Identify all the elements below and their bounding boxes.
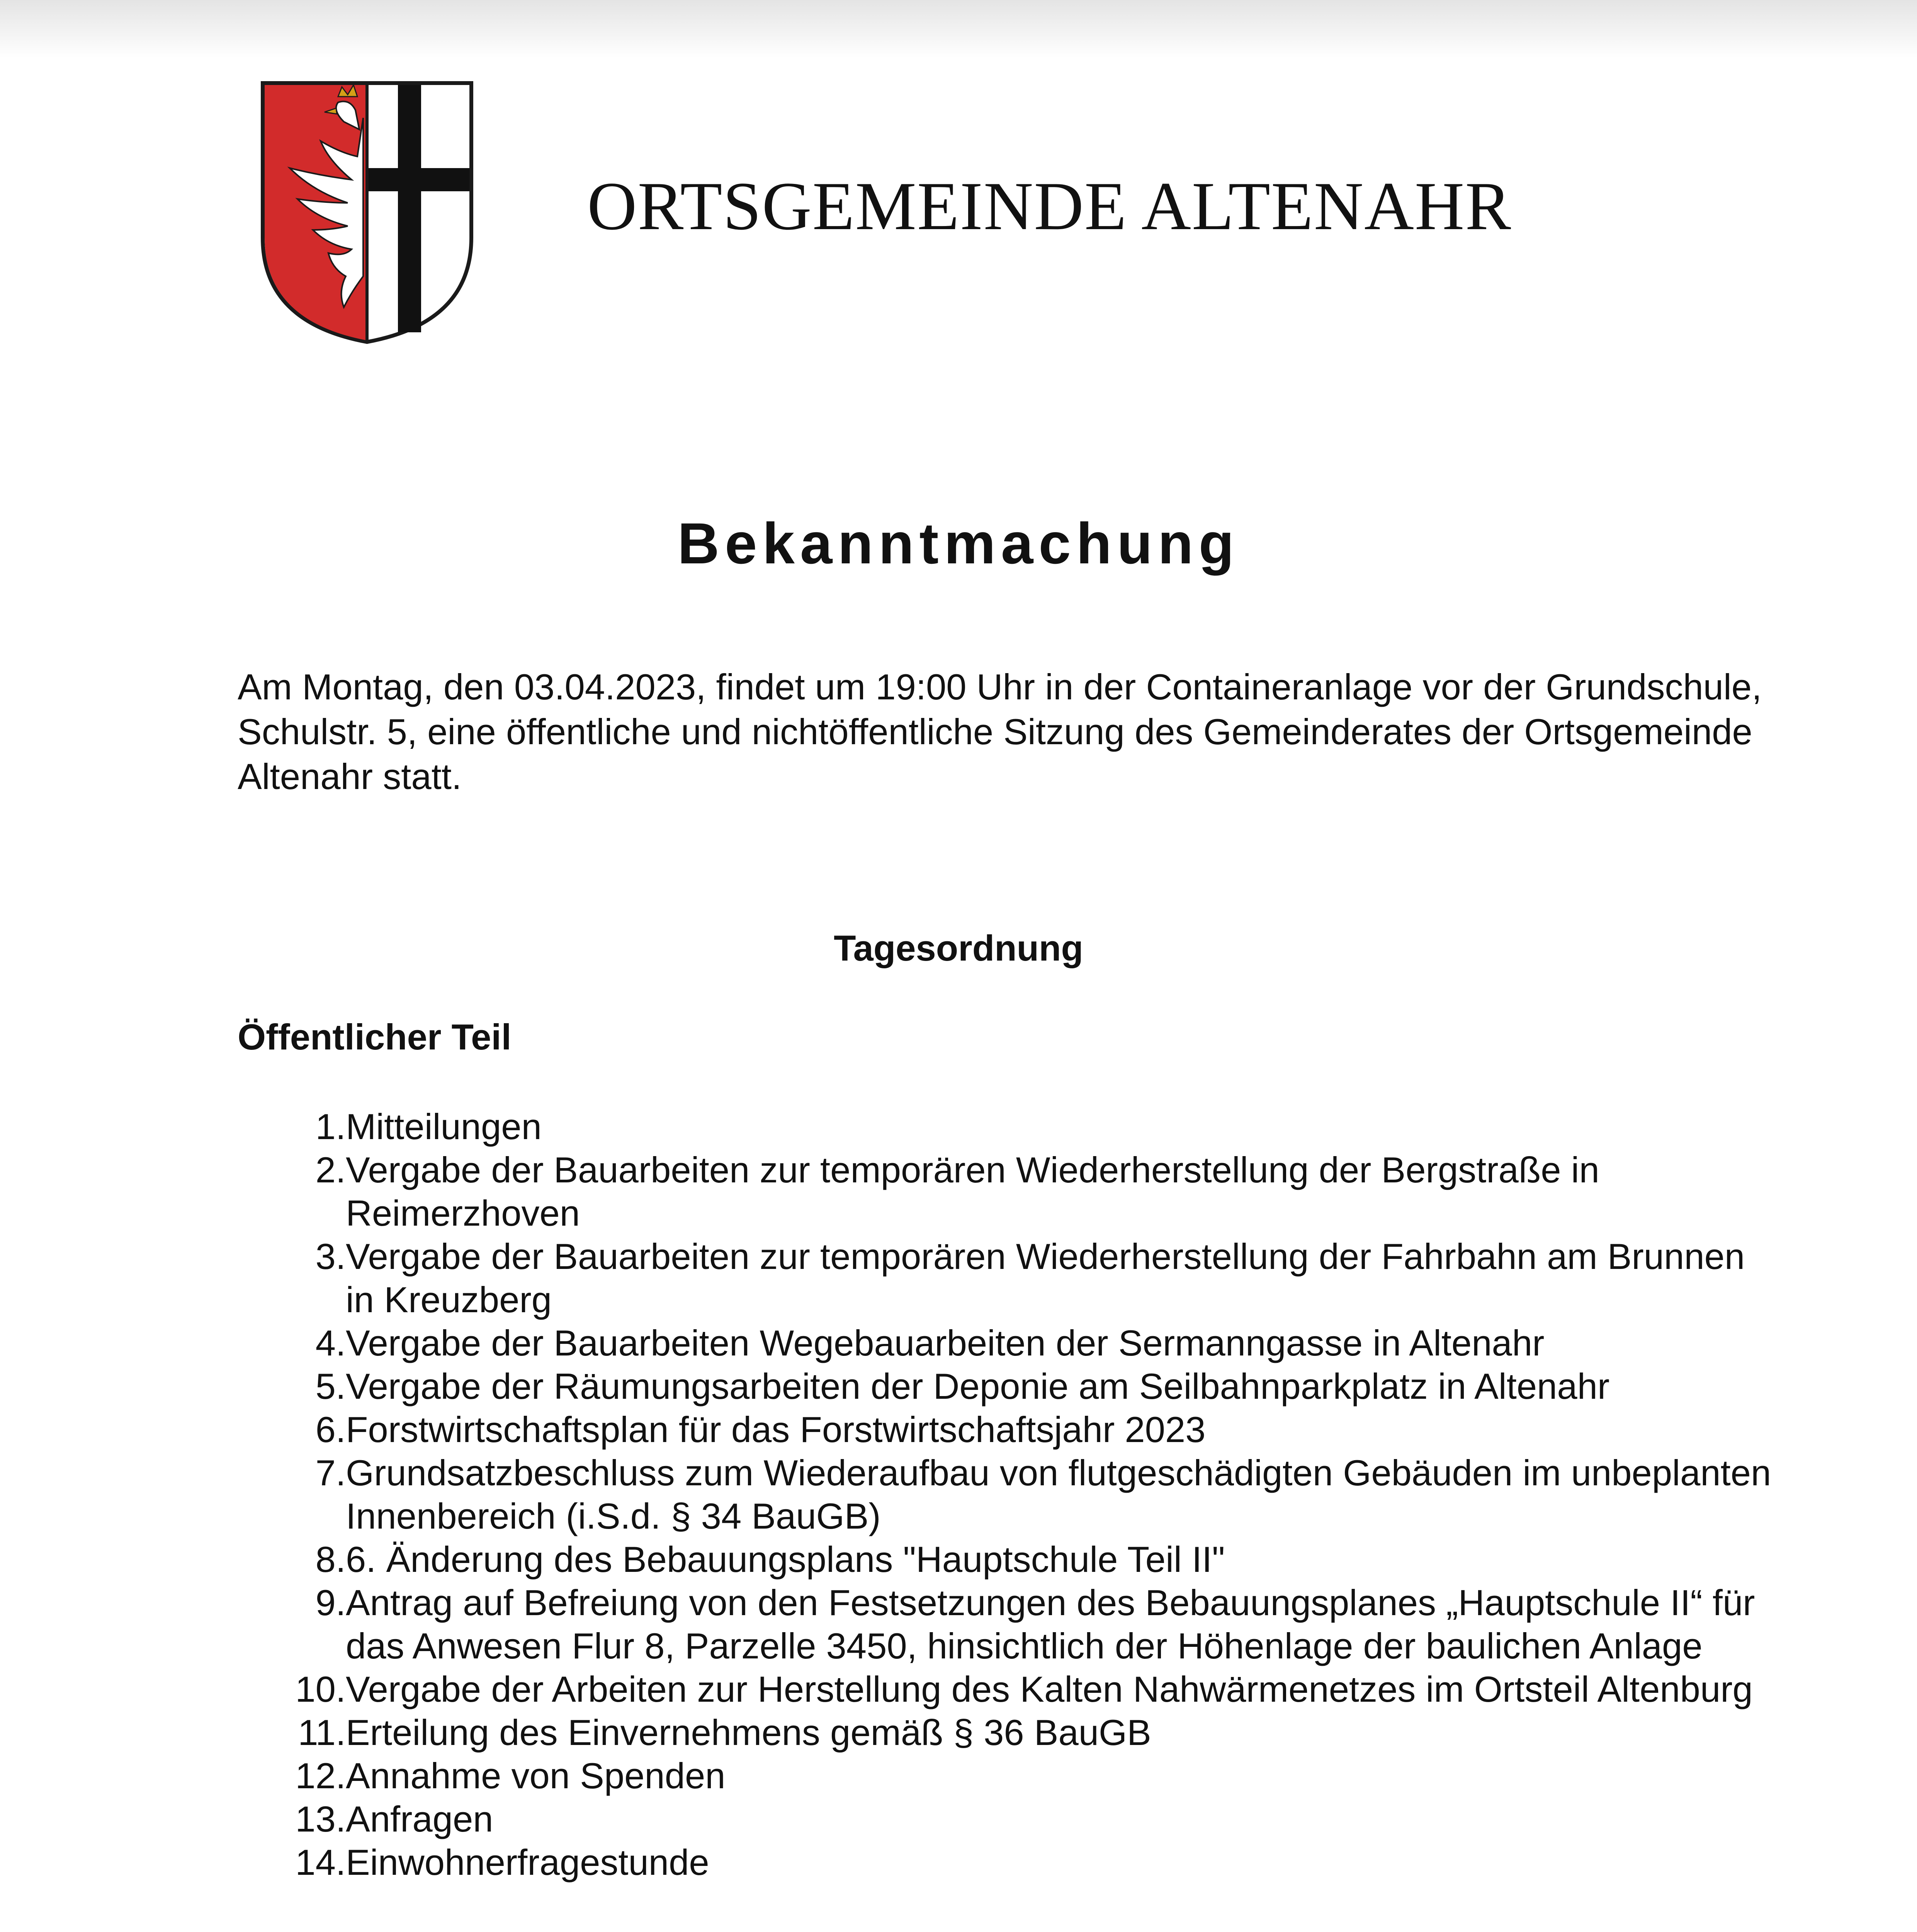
agenda-item-number: 3. — [315, 1236, 346, 1277]
agenda-item-number: 10. — [295, 1669, 346, 1709]
agenda-title: Tagesordnung — [834, 928, 1083, 968]
agenda-item-text: Vergabe der Bauarbeiten zur temporären Wiederherstellung der Bergstraße in Reimerzhoven — [346, 1150, 1599, 1233]
intro-paragraph: Am Montag, den 03.04.2023, findet um 19:00 Uhr in der Containeranlage vor der Grundschule, Schulstr. 5, eine öffentliche und nichtöffentliche Sitzung des Gemeinderates der Ortsgemeinde Altenahr statt. — [238, 667, 1762, 797]
agenda-item — [238, 1798, 1783, 1841]
agenda-item-number: 11. — [298, 1712, 346, 1753]
agenda-item-text: Annahme von Spenden — [346, 1755, 726, 1796]
agenda-item-number: 1. — [315, 1106, 346, 1147]
agenda-item-text: Vergabe der Arbeiten zur Herstellung des Kalten Nahwärmenetzes im Ortsteil Altenburg — [346, 1669, 1753, 1709]
agenda-item-number: 7. — [315, 1452, 346, 1493]
agenda-item-text: Grundsatzbeschluss zum Wiederaufbau von flutgeschädigten Gebäuden im unbeplanten Innenbereich (i.S.d. § 34 BauGB) — [346, 1452, 1771, 1536]
agenda-item-number: 6. — [315, 1409, 346, 1450]
org-title: ORTSGEMEINDE ALTENAHR — [587, 168, 1512, 244]
agenda-item — [238, 1451, 1783, 1538]
agenda-item — [238, 1235, 1783, 1321]
agenda-item-text: Erteilung des Einvernehmens gemäß § 36 BauGB — [346, 1712, 1151, 1753]
agenda-item-number: 4. — [315, 1323, 346, 1363]
document-title: Bekanntmachung — [677, 511, 1240, 576]
agenda-item-number: 8. — [315, 1539, 346, 1580]
agenda-item-text: Vergabe der Bauarbeiten Wegebauarbeiten der Sermanngasse in Altenahr — [346, 1323, 1545, 1363]
public-agenda-list — [238, 1105, 1783, 1884]
agenda-item-text: Einwohnerfragestunde — [346, 1842, 709, 1883]
scan-edge-shadow — [0, 0, 1917, 58]
agenda-item — [238, 1754, 1783, 1798]
agenda-item-text: Anfragen — [346, 1799, 493, 1839]
agenda-item-number: 14. — [295, 1842, 346, 1883]
agenda-item — [238, 1538, 1783, 1581]
agenda-item-number: 13. — [295, 1799, 346, 1839]
agenda-item-number: 9. — [315, 1582, 346, 1623]
agenda-item — [238, 1841, 1783, 1884]
agenda-item-text: 6. Änderung des Bebauungsplans "Hauptschule Teil II" — [346, 1539, 1225, 1580]
agenda-item — [238, 1365, 1783, 1408]
agenda-item-text: Vergabe der Bauarbeiten zur temporären Wiederherstellung der Fahrbahn am Brunnen in Kreuzberg — [346, 1236, 1745, 1320]
agenda-item — [238, 1711, 1783, 1754]
agenda-item-text: Vergabe der Räumungsarbeiten der Deponie am Seilbahnparkplatz in Altenahr — [346, 1366, 1610, 1406]
public-part-heading: Öffentlicher Teil — [238, 1017, 512, 1057]
coat-of-arms-icon — [255, 75, 479, 346]
agenda-item-text: Forstwirtschaftsplan für das Forstwirtschaftsjahr 2023 — [346, 1409, 1206, 1450]
agenda-item — [238, 1581, 1783, 1668]
agenda-item — [238, 1105, 1783, 1148]
agenda-item — [238, 1408, 1783, 1451]
agenda-item-number: 12. — [295, 1755, 346, 1796]
agenda-item-text: Antrag auf Befreiung von den Festsetzungen des Bebauungsplanes „Hauptschule II“ für das Anwesen Flur 8, Parzelle 3450, hinsichtlich der Höhenlage der baulichen Anlage — [346, 1582, 1755, 1666]
agenda-item-number: 5. — [315, 1366, 346, 1406]
agenda-item-text: Mitteilungen — [346, 1106, 542, 1147]
agenda-item-number: 2. — [315, 1150, 346, 1190]
agenda-item — [238, 1668, 1783, 1711]
agenda-item — [238, 1148, 1783, 1235]
agenda-item — [238, 1321, 1783, 1365]
